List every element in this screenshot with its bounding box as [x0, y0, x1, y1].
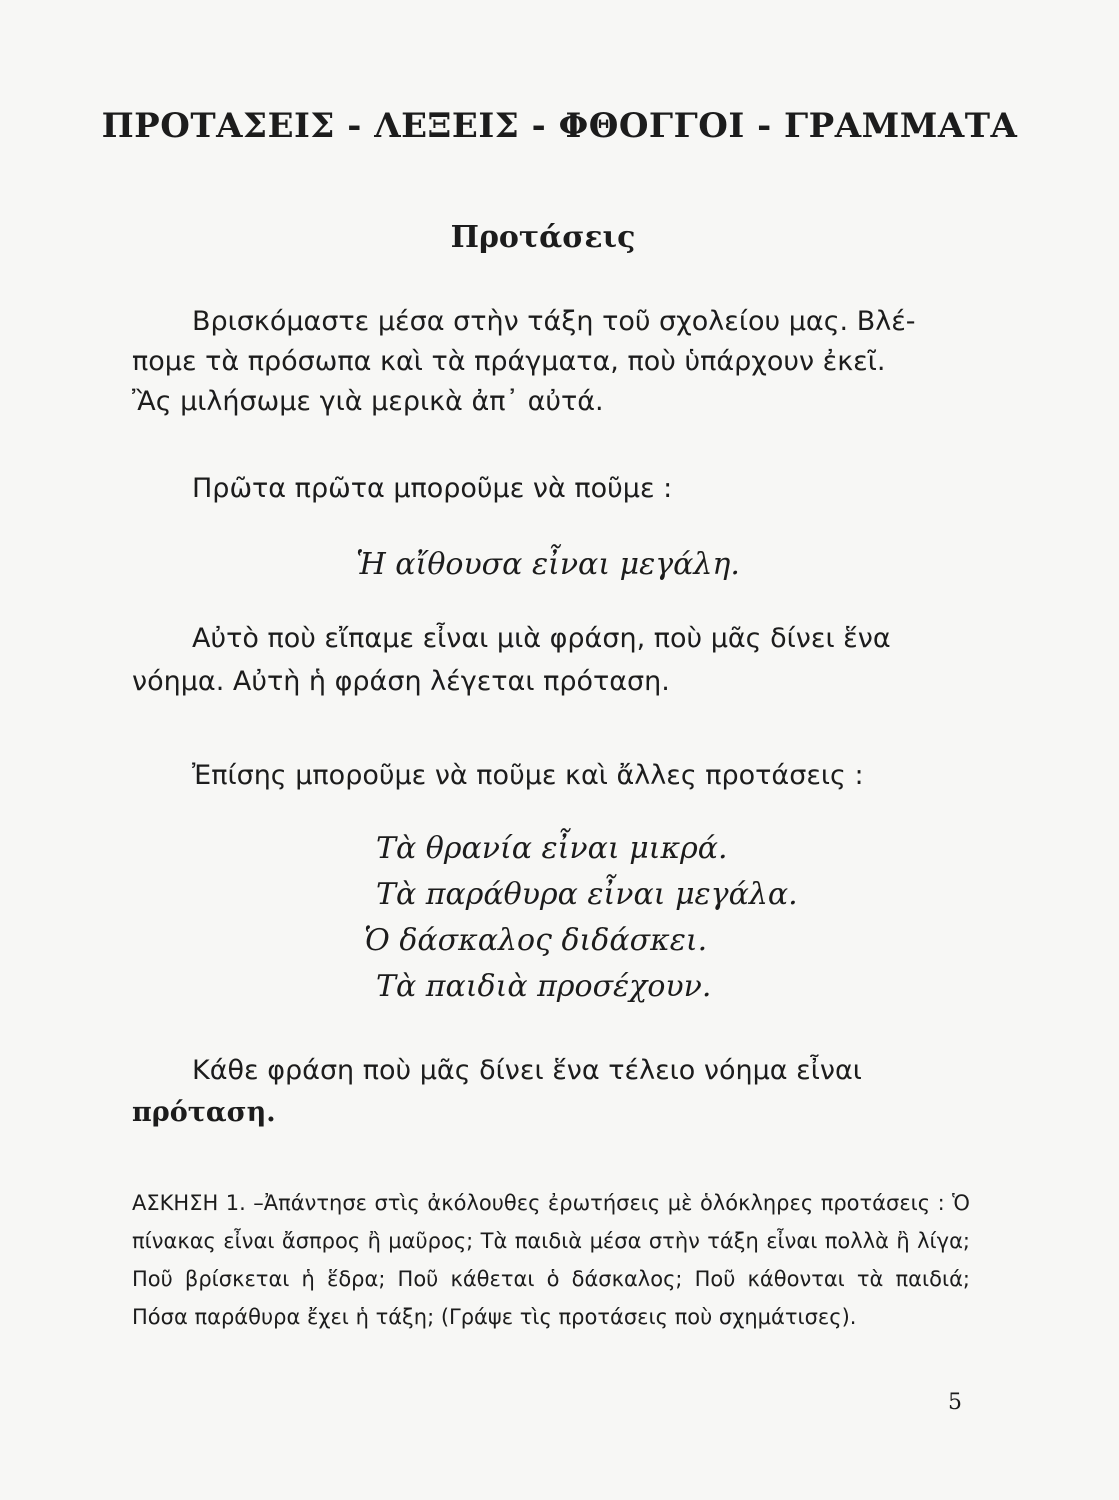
definition-line: Κάθε φράση ποὺ μᾶς δίνει ἕνα τέλειο νόημα εἶναι — [192, 1055, 862, 1086]
example-sentence: Τὰ παράθυρα εἶναι μεγάλα. — [376, 877, 798, 912]
definition-term-period: . — [266, 1097, 276, 1128]
explanation-line: Αὐτὸ ποὺ εἴπαμε εἶναι μιὰ φράση, ποὺ μᾶς δίνει ἕνα — [192, 623, 891, 654]
chapter-title: ΠΡΟΤΑΣΕΙΣ - ΛΕΞΕΙΣ - ΦΘΟΓΓΟΙ - ΓΡΑΜΜΑΤΑ — [101, 106, 1018, 146]
second-lead: Ἐπίσης μποροῦμε νὰ ποῦμε καὶ ἄλλες προτάσεις : — [192, 760, 864, 791]
example-sentence: Τὰ παιδιὰ προσέχουν. — [376, 969, 712, 1004]
example-sentence: Τὰ θρανία εἶναι μικρά. — [376, 831, 728, 866]
example-sentence: Ὁ δάσκαλος διδάσκει. — [364, 923, 708, 958]
page-number: 5 — [948, 1390, 962, 1415]
section-heading: Προτάσεις — [450, 220, 636, 255]
intro-line: Βρισκόμαστε μέσα στὴν τάξη τοῦ σχολείου μας. Βλέ- — [192, 306, 916, 337]
intro-line: Ἂς μιλήσωμε γιὰ μερικὰ ἀπ᾿ αὐτά. — [132, 386, 604, 417]
exercise-text: ΑΣΚΗΣΗ 1. –Ἀπάντησε στὶς ἀκόλουθες ἐρωτήσεις μὲ ὁλόκληρες προτάσεις : Ὁ πίνακας εἶναι ἄσπρος ἢ μαῦρος; Τὰ παιδιὰ μέσα στὴν τάξη εἶναι πολλὰ ἢ λίγα; Ποῦ βρίσκεται ἡ ἕδρα; Ποῦ κάθεται ὁ δάσκαλος; Ποῦ κάθονται τὰ παιδιά; Πόσα παράθυρα ἔχει ἡ τάξη; (Γράψε τὶς προτάσεις ποὺ σχημάτισες). — [132, 1191, 970, 1329]
first-lead: Πρῶτα πρῶτα μποροῦμε νὰ ποῦμε : — [192, 473, 673, 504]
definition-term-line — [132, 1099, 276, 1126]
first-example-sentence: Ἡ αἴθουσα εἶναι μεγάλη. — [356, 547, 740, 582]
definition-term: πρόταση — [132, 1097, 267, 1128]
explanation-line: νόημα. Αὐτὴ ἡ φράση λέγεται πρόταση. — [132, 666, 670, 697]
intro-line: πομε τὰ πρόσωπα καὶ τὰ πράγματα, ποὺ ὑπάρχουν ἐκεῖ. — [132, 346, 886, 377]
